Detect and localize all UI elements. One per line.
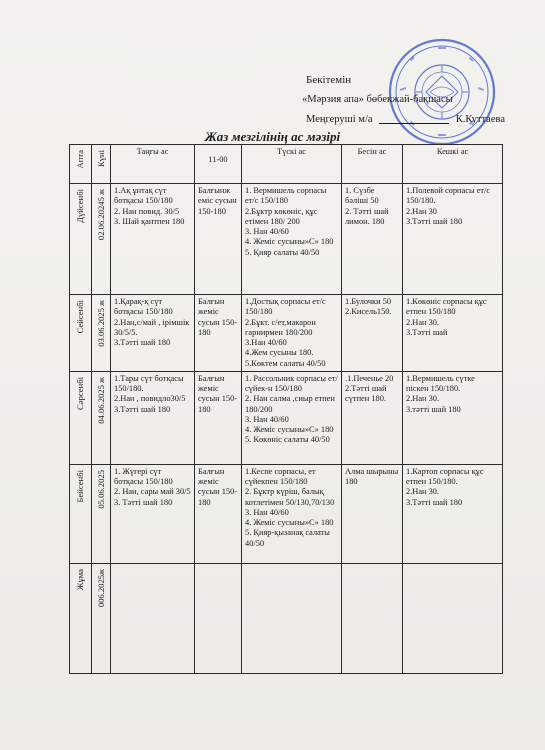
date-label: 05.06.2025 — [95, 469, 106, 509]
date-label: 006.2025ж — [95, 568, 106, 607]
breakfast-cell — [111, 563, 195, 673]
menu-item: 5. Қияр-қызанақ салаты 40/50 — [245, 528, 330, 548]
menu-item: 1.Көкөніс сорпасы құс етпен 150/180 — [406, 297, 487, 317]
lunch-cell — [242, 464, 342, 563]
menu-item: 3. Нан 40/60 — [245, 227, 289, 236]
menu-item: 5. Қияр салаты 40/50 — [245, 247, 320, 257]
approval-head-line — [306, 114, 505, 125]
header-lunch: Түскі ас — [242, 145, 342, 184]
menu-item: 2. Нан салма ,сиыр етпен 180/200 — [245, 394, 335, 414]
header-dinner: Кешкі ас — [403, 145, 503, 184]
afternoon-cell — [342, 295, 403, 372]
menu-item: 4. Жеміс сусыны»С» 180 — [245, 237, 334, 247]
approval-organization: «Мәрзия апа» бөбекжай-бақшасы — [302, 94, 453, 105]
menu-item: 1.Вермишель сүтке піскен 150/180. — [406, 373, 475, 393]
menu-item: 3.Тәтті шай — [406, 327, 448, 337]
weekday-label: Сейсенбі — [75, 300, 86, 334]
menu-item: .1.Печенье 20 — [345, 373, 394, 383]
menu-item: 3.Тәтті шай 180 — [406, 216, 463, 226]
breakfast-cell — [111, 295, 195, 372]
weekday-cell — [70, 371, 92, 464]
weekday-label: Дүйсенбі — [75, 189, 86, 223]
breakfast-cell — [111, 184, 195, 295]
snack-cell — [195, 464, 242, 563]
date-cell — [92, 563, 111, 673]
menu-item: 1.Ақ ұнтақ сүт ботқасы 150/180 — [114, 186, 173, 206]
document-title: Жаз мезгілінің ас мәзірі — [204, 129, 341, 144]
date-cell — [92, 371, 111, 464]
date-cell — [92, 295, 111, 372]
menu-item: 2.Нан,с/май , ірімшік 30/5/5. — [114, 317, 190, 337]
date-label: 02.06.20245 ж — [95, 189, 106, 241]
menu-item: 1.Кеспе сорпасы, ет сүйекпен 150/180 — [245, 466, 316, 486]
weekday-label: Сәрсенбі — [75, 376, 86, 410]
snack-cell — [195, 371, 242, 464]
breakfast-cell — [111, 464, 195, 563]
menu-item: 3.Нан 40/60 — [245, 338, 287, 347]
table-row — [70, 371, 503, 464]
menu-item: Алма шырыны 180 — [345, 466, 399, 486]
breakfast-cell — [111, 371, 195, 464]
header-snack — [195, 145, 242, 184]
approval-head-name: К.Куттаева — [455, 114, 505, 125]
weekday-label: Жұма — [75, 568, 86, 590]
dinner-cell — [403, 464, 503, 563]
table-row — [70, 464, 503, 563]
menu-item: 3. Нан 40/60 — [245, 507, 289, 517]
menu-item: 1. Рассольник сорпасы ет/сүйек-н 150/180 — [245, 373, 338, 393]
menu-table — [69, 144, 503, 674]
menu-item: Балғын жеміс сусын 150-180 — [198, 297, 238, 337]
header-day — [92, 145, 111, 184]
menu-item: 1.Достық сорпасы ет/с 150/180 — [245, 297, 326, 317]
menu-item: 2.Нан , повидло30/5 — [114, 394, 186, 404]
weekday-cell — [70, 184, 92, 295]
menu-item: 3.Тәтті шай 180 — [406, 497, 463, 507]
menu-item: 3. Шай қантпен 180 — [114, 216, 185, 226]
menu-item: 2.Нан 30. — [406, 487, 440, 497]
table-row — [70, 563, 503, 673]
menu-item: 2.Нан 30. — [406, 317, 440, 327]
menu-item: 1.Полевой сорпасы ет/с 150/180. — [406, 186, 491, 206]
weekday-cell — [70, 464, 92, 563]
menu-item: 2.Бұкт. с/ет,макарон гарнирмен 180/200 — [245, 317, 316, 337]
menu-item: 1.Тары сүт ботқасы 150/180. — [114, 373, 184, 393]
approval-head-label: Меңгеруші м/а — [306, 114, 373, 125]
weekday-label: Бейсенбі — [75, 469, 86, 503]
table-row — [70, 295, 503, 372]
menu-item: 2.Тәтті шай сүтпен 180. — [345, 384, 387, 404]
menu-item: 2.Бұктр көкөніс, құс етімен 180/ 200 — [245, 206, 318, 226]
menu-item: 2. Нан повид. 30/5 — [114, 206, 180, 216]
dinner-cell — [403, 184, 503, 295]
menu-item: 2.Кисель150. — [345, 307, 392, 317]
header-afternoon: Бесін ас — [342, 145, 403, 184]
header-breakfast: Таңғы ас — [111, 145, 195, 184]
lunch-cell — [242, 371, 342, 464]
approval-title: Бекітемін — [306, 74, 352, 86]
lunch-cell — [242, 184, 342, 295]
menu-item: 2.Нан 30 — [406, 206, 437, 216]
dinner-cell — [403, 295, 503, 372]
table-row — [70, 184, 503, 295]
afternoon-cell — [342, 371, 403, 464]
menu-item: 4.Жем сусыны 180. — [245, 348, 314, 358]
menu-item: 3. Тәтті шай 180 — [114, 497, 173, 507]
menu-item: 1. Сүзбе бәліші 50 — [345, 186, 379, 206]
header-week-label: Апта — [75, 150, 86, 169]
signature-line — [379, 123, 449, 124]
date-label: 04.06.2025 ж — [95, 376, 106, 424]
weekday-cell — [70, 563, 92, 673]
afternoon-cell — [342, 563, 403, 673]
menu-item: 5.Көктем салаты 40/50 — [245, 358, 326, 368]
snack-cell — [195, 563, 242, 673]
date-label: 03.06.2025 ж — [95, 300, 106, 347]
menu-item: 1. Вермишель сорпасы ет/с 150/180 — [245, 186, 327, 206]
menu-item: 1.Қарақ-қ сүт ботқасы 150/180 — [114, 297, 173, 317]
dinner-cell — [403, 371, 503, 464]
menu-item: 5. Көкөніс салаты 40/50 — [245, 435, 330, 445]
menu-item: 3.Тәтті шай 180 — [114, 338, 171, 347]
menu-item: 3. Нан 40/60 — [245, 414, 289, 424]
menu-item: 2. Бұктр күріш, балық котлетімен 50/130,70/130 — [245, 487, 335, 507]
weekday-cell — [70, 295, 92, 372]
afternoon-cell — [342, 184, 403, 295]
menu-item: 2. Нан, сары май 30/5 — [114, 487, 191, 497]
header-week — [70, 145, 92, 184]
menu-item: 2.Нан 30. — [406, 394, 440, 404]
menu-item: 4. Жеміс сусыны»С» 180 — [245, 518, 334, 527]
date-cell — [92, 184, 111, 295]
snack-cell — [195, 184, 242, 295]
lunch-cell — [242, 295, 342, 372]
menu-item: 1.Картоп сорпасы құс етпен 150/180. — [406, 466, 484, 486]
afternoon-cell — [342, 464, 403, 563]
menu-item: 3.Тәтті шай 180 — [114, 404, 171, 414]
dinner-cell — [403, 563, 503, 673]
menu-item: 2. Тәтті шай лимон. 180 — [345, 206, 389, 226]
header-day-label: Күні — [95, 150, 106, 168]
header-snack-label: 11-00 — [208, 155, 228, 164]
lunch-cell — [242, 563, 342, 673]
snack-cell — [195, 295, 242, 372]
menu-item: 1.Булочки 50 — [345, 297, 392, 306]
menu-item: 3.тәтті шай 180 — [406, 404, 461, 414]
menu-item: Балғынж еміс сусын 150-180 — [198, 186, 237, 216]
menu-item: Балғын жеміс сусын 150-180 — [198, 466, 238, 507]
menu-item: 4. Жеміс сусыны»С» 180 — [245, 425, 334, 434]
date-cell — [92, 464, 111, 563]
menu-item: Балғын жеміс сусын 150-180 — [198, 373, 238, 414]
menu-item: 1. Жүгері сүт ботқасы 150/180 — [114, 466, 173, 486]
